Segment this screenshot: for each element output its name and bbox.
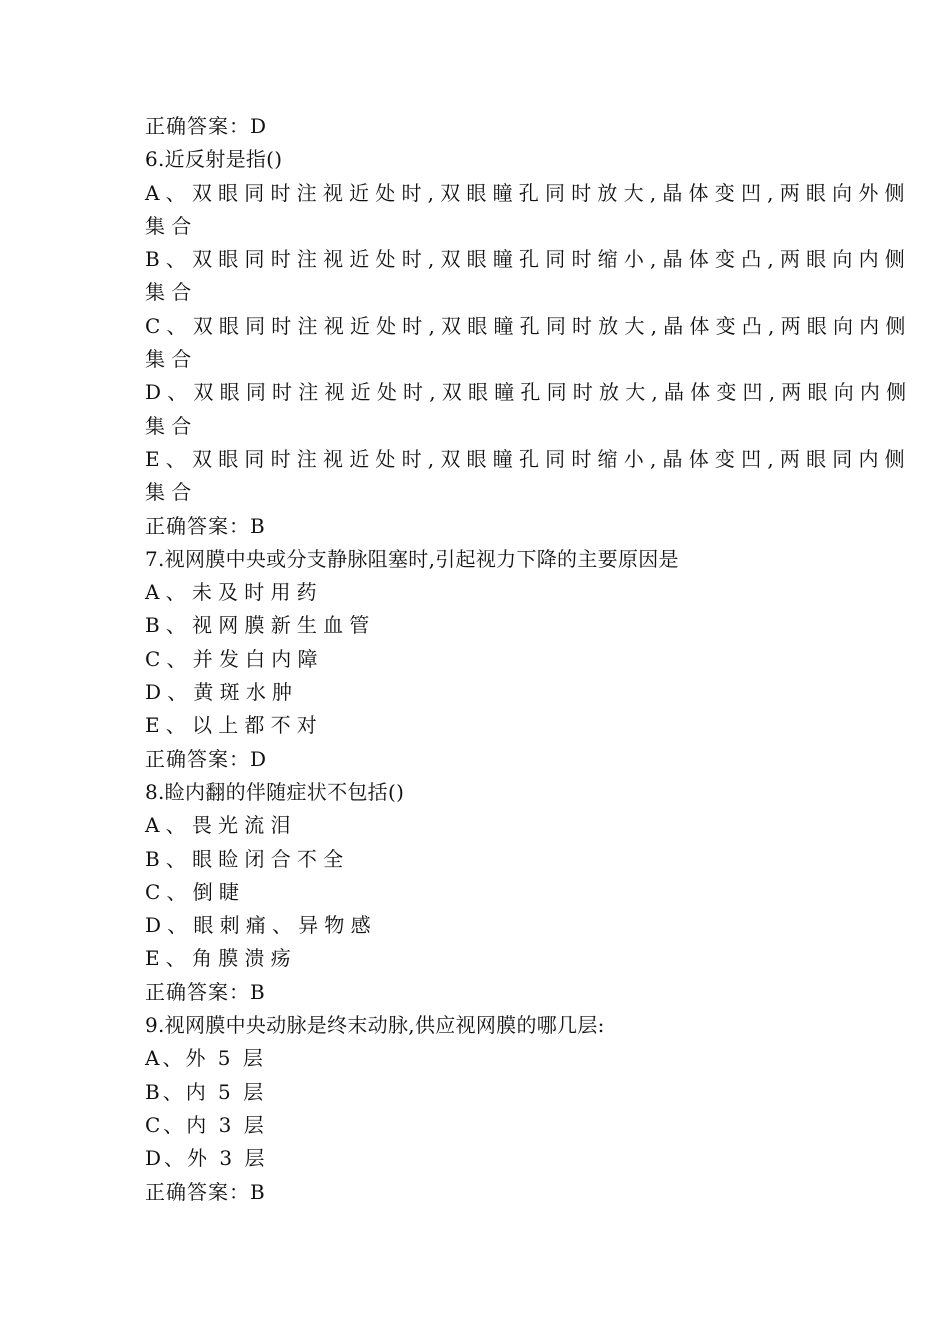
option-line: A、畏光流泪: [145, 813, 297, 838]
question-title: 6.近反射是指(): [145, 147, 283, 172]
answer-line: 正确答案：D: [145, 114, 268, 138]
option-line: A、外 5 层: [145, 1046, 266, 1071]
option-line: C、并发白内障: [145, 646, 324, 671]
question-title: 8.睑内翻的伴随症状不包括(): [145, 779, 405, 804]
option-line: D、双眼同时注视近处时,双眼瞳孔同时放大,晶体变凹,两眼向内侧: [145, 380, 913, 405]
option-line: D、眼刺痛、异物感: [145, 913, 377, 938]
option-line: D、外 3 层: [145, 1146, 268, 1171]
option-line: A、双眼同时注视近处时,双眼瞳孔同时放大,晶体变凹,两眼向外侧: [145, 180, 911, 205]
option-line: B、视网膜新生血管: [145, 613, 376, 638]
option-continuation: 集合: [145, 280, 198, 305]
document-page: [145, 110, 913, 1209]
answer-line: 正确答案：B: [145, 513, 266, 538]
option-line: E、角膜溃疡: [145, 946, 297, 971]
option-line: D、黄斑水肿: [145, 680, 299, 705]
option-continuation: 集合: [145, 213, 198, 238]
option-line: E、以上都不对: [145, 713, 323, 738]
option-continuation: 集合: [145, 413, 198, 438]
option-line: C、内 3 层: [145, 1112, 267, 1137]
option-line: C、双眼同时注视近处时,双眼瞳孔同时放大,晶体变凸,两眼向内侧: [145, 313, 912, 338]
option-line: B、内 5 层: [145, 1079, 267, 1104]
option-line: E、双眼同时注视近处时,双眼瞳孔同时缩小,晶体变凹,两眼同内侧: [145, 446, 911, 471]
option-line: C、倒睫: [145, 879, 246, 904]
option-line: B、双眼同时注视近处时,双眼瞳孔同时缩小,晶体变凸,两眼向内侧: [145, 247, 911, 272]
answer-line: 正确答案：B: [145, 979, 266, 1004]
option-continuation: 集合: [145, 347, 198, 372]
answer-line: 正确答案：B: [145, 1179, 266, 1204]
question-title: 7.视网膜中央或分支静脉阻塞时,引起视力下降的主要原因是: [145, 546, 679, 571]
option-line: A、未及时用药: [145, 580, 323, 605]
option-continuation: 集合: [145, 480, 198, 505]
answer-line: 正确答案：D: [145, 746, 268, 771]
question-title: 9.视网膜中央动脉是终末动脉,供应视网膜的哪几层:: [145, 1013, 605, 1038]
option-line: B、眼睑闭合不全: [145, 846, 350, 871]
